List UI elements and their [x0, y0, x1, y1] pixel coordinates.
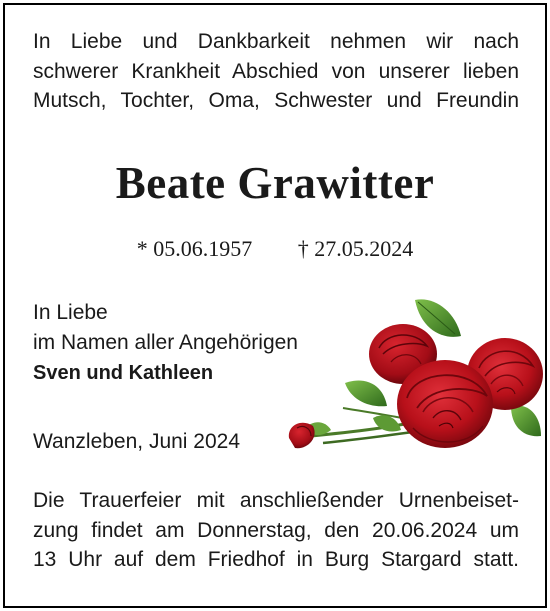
intro-line-2: schwerer Krankheit Abschied von unserer lieben	[33, 59, 519, 83]
signature-line-1: In Liebe	[33, 301, 108, 324]
funeral-line-1: Die Trauerfeier mit anschließender Urnenbeiset-	[33, 489, 519, 512]
signature-line-2: im Namen aller Angehörigen	[33, 331, 298, 354]
red-roses-icon	[283, 288, 545, 468]
birth-date: * 05.06.1957	[136, 236, 253, 261]
intro-line-3: Mutsch, Tochter, Oma, Schwester und Freundin	[33, 89, 519, 112]
death-date: † 27.05.2024	[297, 236, 414, 261]
funeral-line-2: zung findet am Donnerstag, den 20.06.2024 um	[33, 518, 519, 542]
funeral-info	[33, 486, 519, 575]
funeral-line-3: 13 Uhr auf dem Friedhof in Burg Stargard statt.	[33, 548, 519, 571]
intro-text	[33, 27, 519, 116]
life-dates	[5, 235, 545, 263]
mourner-names: Sven und Kathleen	[33, 362, 214, 384]
intro-line-1: In Liebe und Dankbarkeit nehmen wir nach	[33, 30, 519, 53]
obituary-notice	[3, 3, 547, 608]
deceased-name: Beate Grawitter	[115, 158, 435, 208]
signature-block	[33, 298, 298, 388]
place-and-date: Wanzleben, Juni 2024	[33, 430, 241, 453]
